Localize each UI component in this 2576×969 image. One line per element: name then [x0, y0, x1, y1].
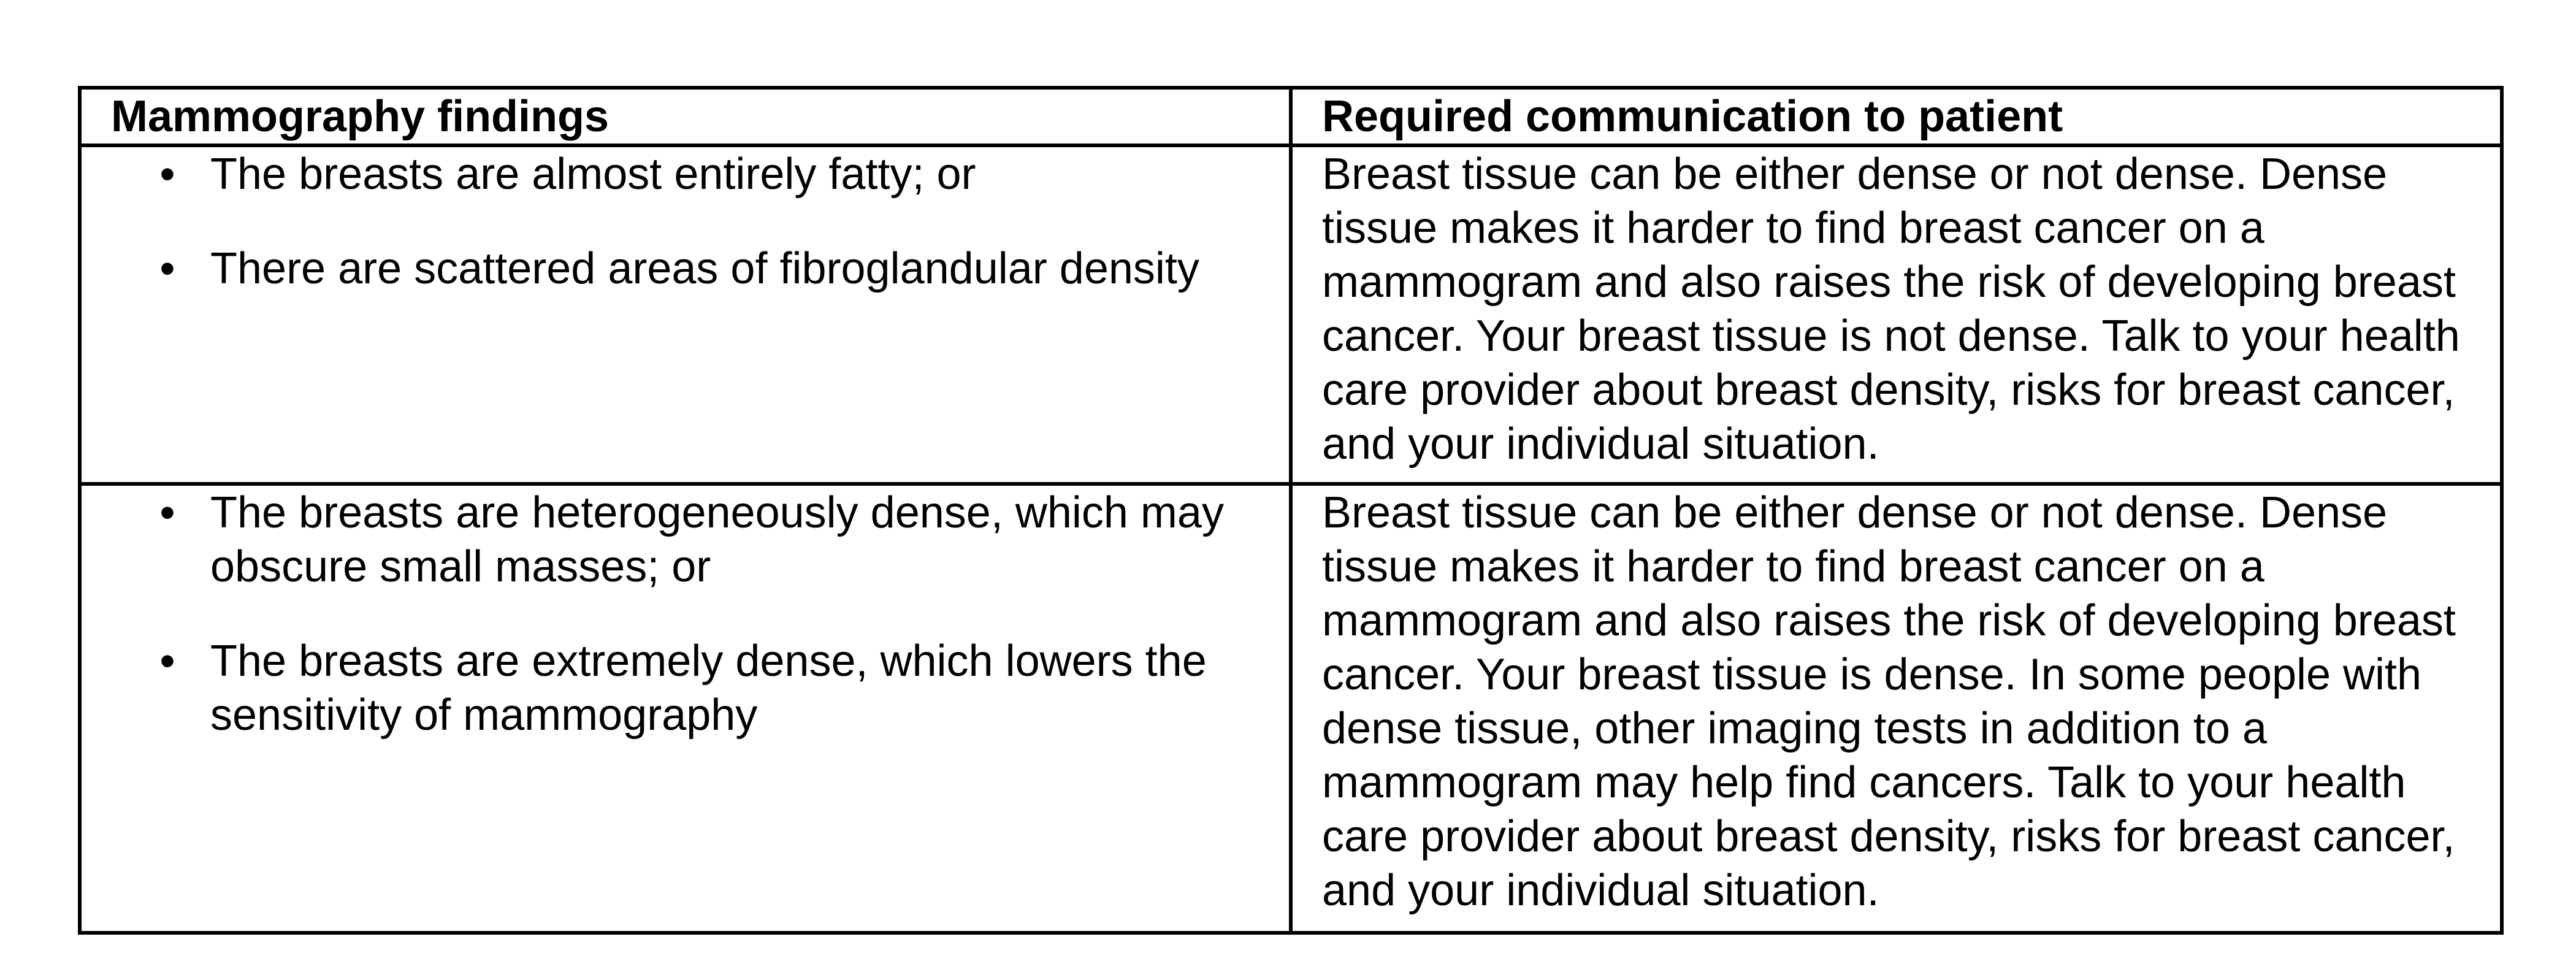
findings-list [82, 147, 1271, 296]
finding-item [82, 634, 1271, 742]
communication-cell: Breast tissue can be either dense or not dense. Dense tissue makes it harder to find breast cancer on a mammogram and also raises the risk of developing breast cancer. Your breast tissue is dense. In some people with dense tissue, other imaging tests in addition to a mammogram may help find cancers. Talk to your health care provider about breast density, risks for breast cancer, and your individual situation. [1291, 484, 2502, 933]
table-header-row [80, 88, 2502, 145]
bullet-icon: • [159, 488, 175, 537]
finding-text: There are scattered areas of fibroglandular density [210, 244, 1199, 293]
finding-text: The breasts are extremely dense, which lowers the sensitivity of mammography [210, 637, 1207, 740]
header-mammography-findings: Mammography findings [80, 88, 1291, 145]
header-required-communication: Required communication to patient [1291, 88, 2502, 145]
findings-cell [80, 145, 1291, 484]
finding-item [82, 486, 1271, 594]
finding-item [82, 147, 1271, 201]
bullet-icon: • [159, 150, 175, 199]
finding-text: The breasts are almost entirely fatty; or [210, 150, 976, 199]
findings-cell [80, 484, 1291, 933]
bullet-icon: • [159, 244, 175, 293]
table-row [80, 145, 2502, 484]
communication-cell: Breast tissue can be either dense or not dense. Dense tissue makes it harder to find breast cancer on a mammogram and also raises the risk of developing breast cancer. Your breast tissue is not dense. Talk to your health care provider about breast density, risks for breast cancer, and your individual situation. [1291, 145, 2502, 484]
density-notification-table [78, 86, 2504, 935]
finding-item [82, 242, 1271, 296]
findings-list [82, 486, 1271, 742]
bullet-icon: • [159, 637, 175, 686]
finding-text: The breasts are heterogeneously dense, which may obscure small masses; or [210, 488, 1224, 591]
table-row [80, 484, 2502, 933]
